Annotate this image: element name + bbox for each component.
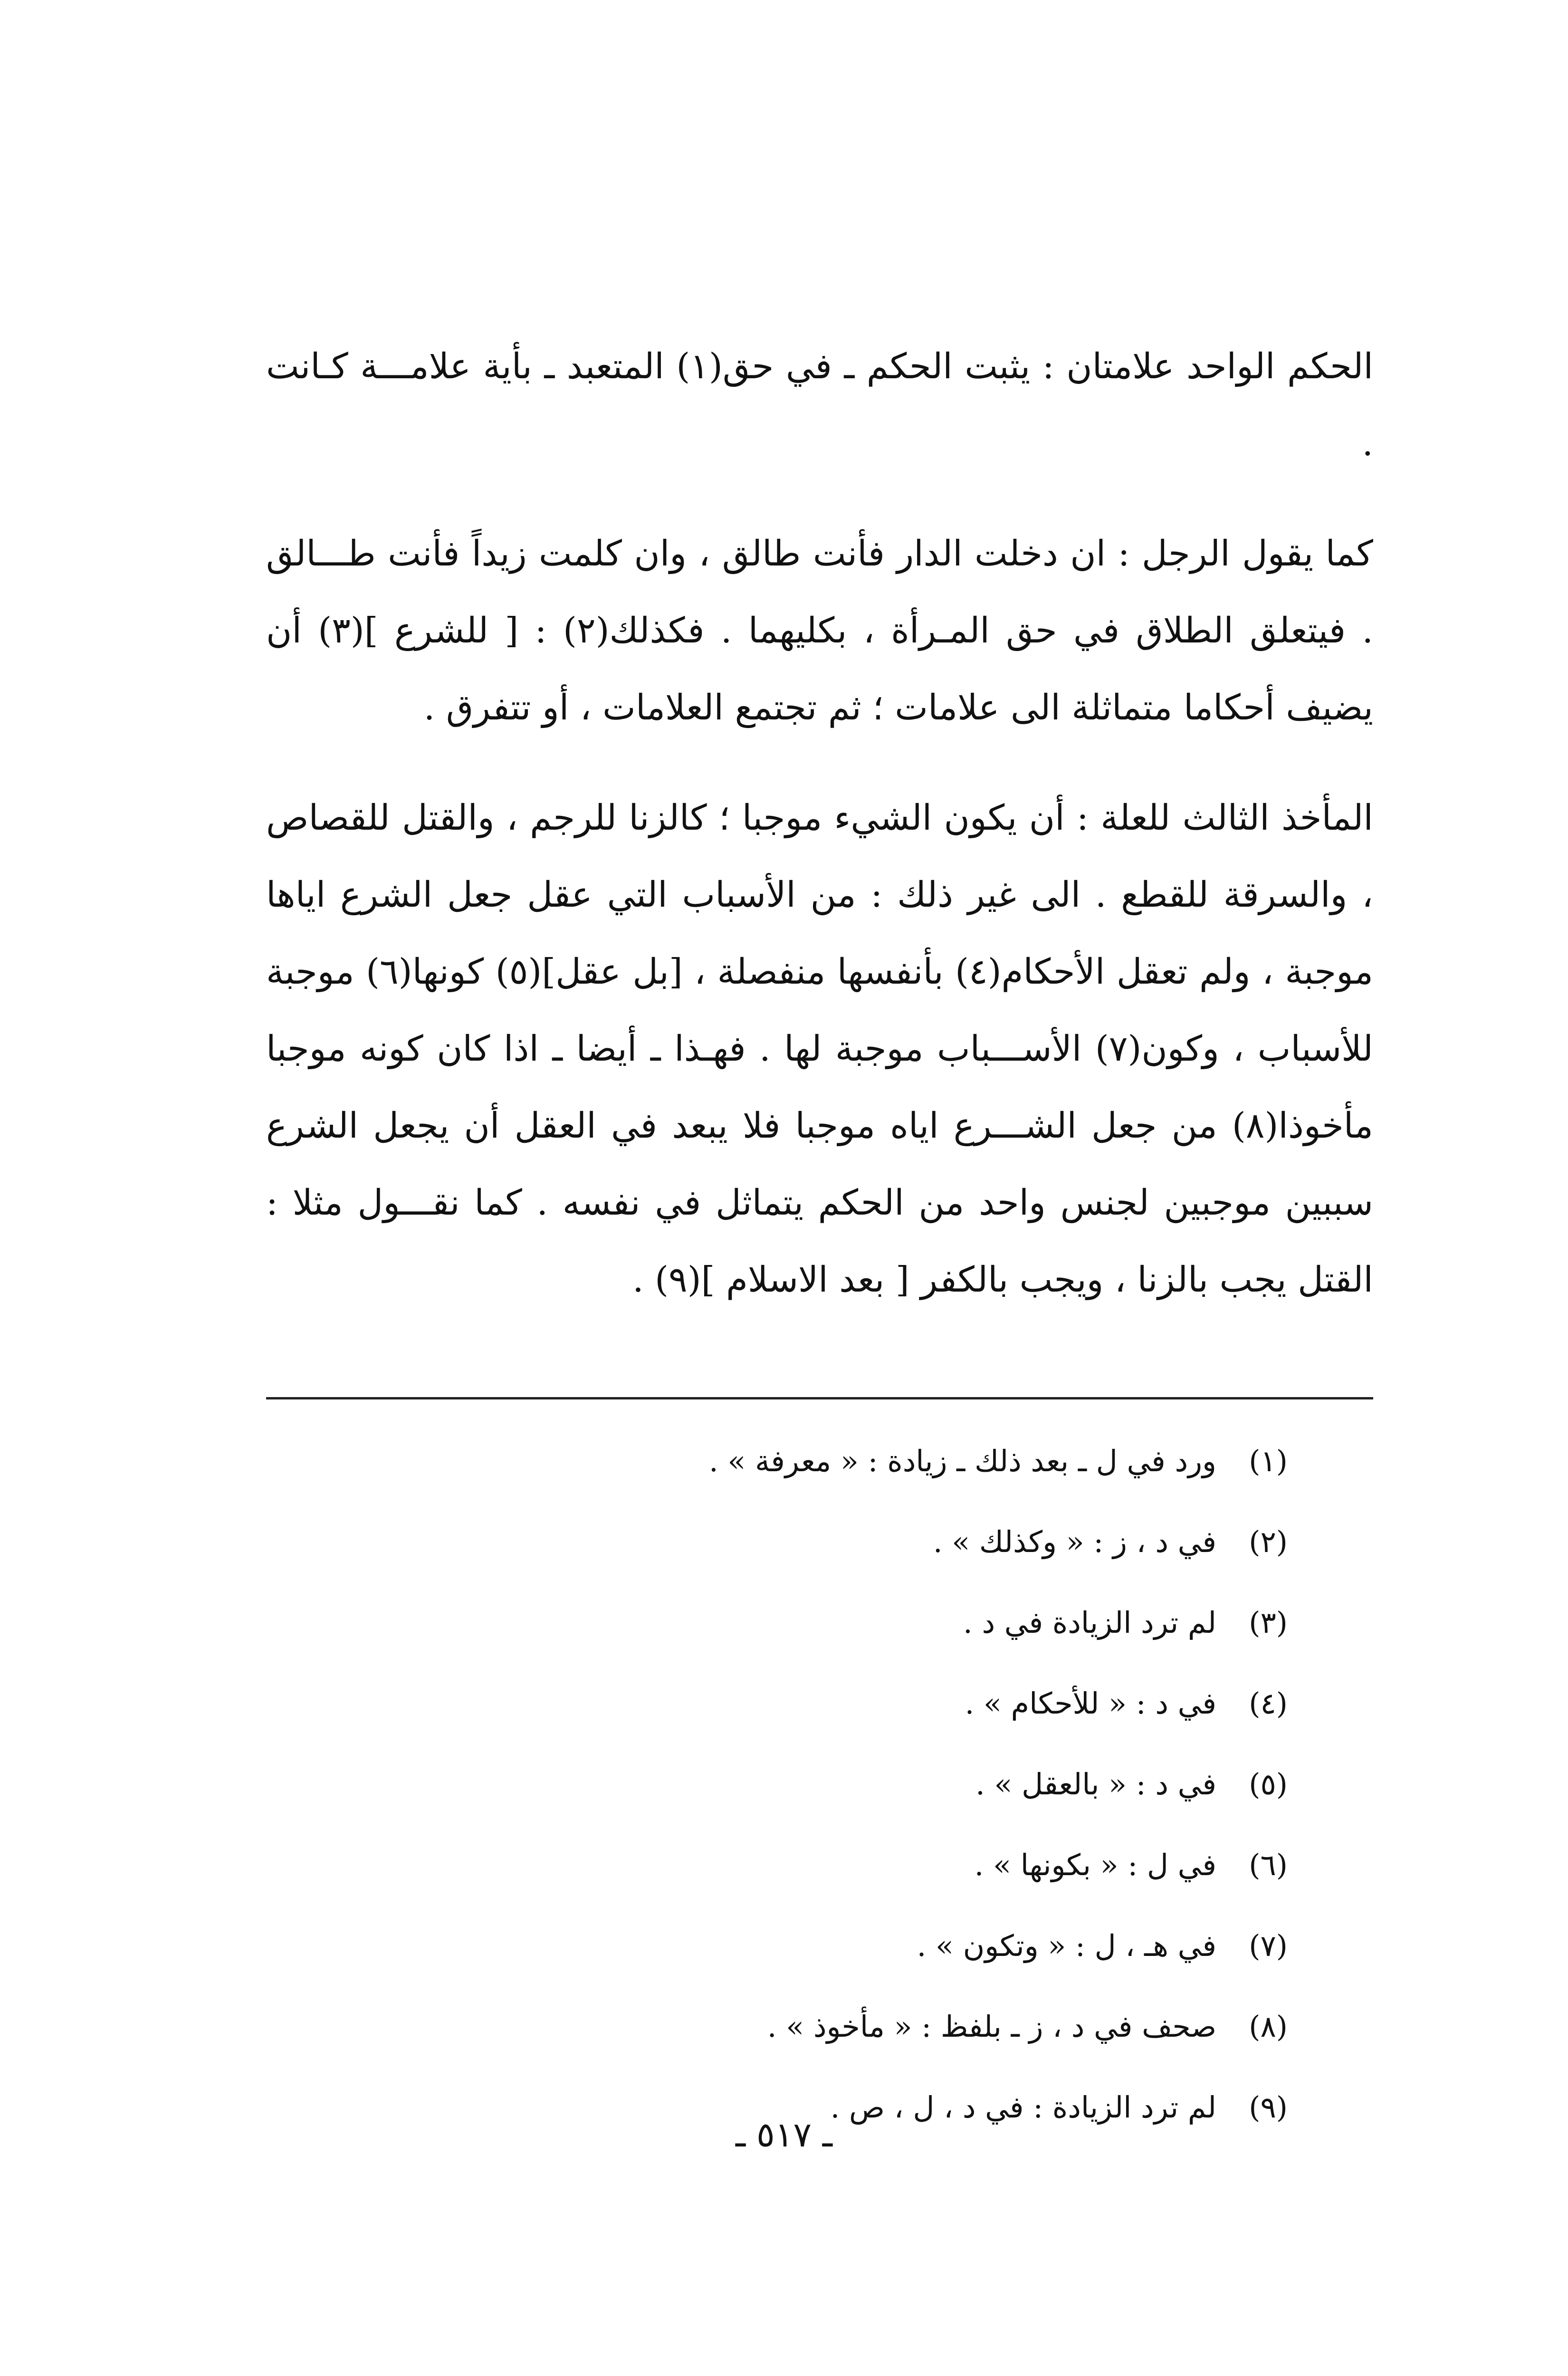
footnote [337,1744,1288,1825]
footnote-number: (٤) [1249,1686,1288,1721]
footnotes-list [337,1421,1288,2148]
footnote-number: (٢) [1249,1524,1288,1559]
footnote-text: في ل : « بكونها » . [974,1848,1216,1882]
footnote [337,1825,1288,1906]
footnote-text: ورد في ل ـ بعد ذلك ـ زيادة : « معرفة » . [709,1444,1216,1478]
footnote-text: في د ، ز : « وكذلك » . [933,1524,1216,1559]
footnote-number: (٨) [1249,2009,1288,2044]
footnote [337,1502,1288,1582]
footnote-text: في د : « بالعقل » . [975,1767,1216,1801]
paragraph: المأخذ الثالث للعلة : أن يكون الشيء موجبا ؛ كالزنا للرجم ، والقتل للقصاص ، والسرقة للقطع . الى غير ذلك : من الأسباب التي عقل جعل الشرع اياها موجبة ، ولم تعقل الأحكام(٤) بأنفسها منفصلة ، [بل عقل](٥) كونها(٦) موجبة للأسباب ، وكون(٧) الأســـباب موجبة لها . فهـذا ـ أيضا ـ اذا كان كونه موجبا مأخوذا(٨) من جعل الشـــرع اياه موجبا فلا يبعد في العقل أن يجعل الشرع سببين موجبين لجنس واحد من الحكم يتماثل في نفسه . كما نقـــول مثلا : القتل يجب بالزنا ، ويجب بالكفر [ بعد الاسلام ](٩) . [266,797,1373,1300]
footnote [337,1582,1288,1663]
main-text [266,328,1373,1318]
footnote-number: (٧) [1249,1928,1288,1963]
footnote-number: (٩) [1249,2090,1288,2125]
paragraph: كما يقول الرجل : ان دخلت الدار فأنت طالق ، وان كلمت زيداً فأنت طـــالق . فيتعلق الطلاق في حق المـرأة ، بكليهما . فكذلك(٢) : [ للشرع ](٣) أن يضيف أحكاما متماثلة الى علامات ؛ ثم تجتمع العلامات ، أو تتفرق . [266,533,1374,728]
paragraph: الحكم الواحد علامتان : يثبت الحكم ـ في حق(١) المتعبد ـ بأية علامـــة كـانت . [266,346,1374,464]
page-number: ـ ٥١٧ ـ [736,2115,832,2155]
footnote-number: (١) [1249,1444,1288,1478]
footnote [337,1906,1288,1986]
footnote-text: في هـ ، ل : « وتكون » . [917,1928,1216,1963]
footnote-number: (٣) [1249,1605,1288,1640]
footnote [337,1421,1288,1502]
footnote-divider [266,1397,1373,1399]
footnote-text: لم ترد الزيادة : في د ، ل ، ص . [830,2090,1216,2125]
footnote-number: (٥) [1249,1767,1288,1801]
footnote-text: صحف في د ، ز ـ بلفظ : « مأخوذ » . [767,2009,1216,2044]
footnote-number: (٦) [1249,1848,1288,1882]
footnote-text: في د : « للأحكام » . [965,1686,1216,1721]
footnote [337,1663,1288,1744]
footnote-text: لم ترد الزيادة في د . [963,1605,1216,1640]
footnote [337,1986,1288,2067]
